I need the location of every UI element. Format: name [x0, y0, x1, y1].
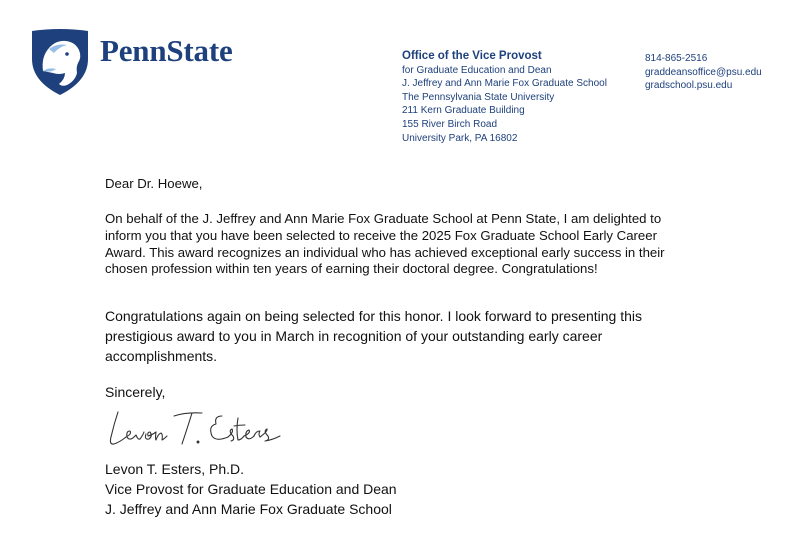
signature-block [105, 459, 397, 519]
signer-title: Vice Provost for Graduate Education and Dean [105, 481, 397, 497]
pennstate-wordmark: PennState [100, 33, 233, 68]
email-address: graddeansoffice@psu.edu [645, 66, 762, 78]
nittany-lion-shield-icon [29, 27, 91, 97]
body-paragraph-2 [105, 306, 765, 366]
signer-name: Levon T. Esters, Ph.D. [105, 461, 245, 477]
closing: Sincerely, [105, 384, 166, 400]
office-line: University Park, PA 16802 [402, 132, 518, 144]
body-paragraph-1 [105, 211, 755, 278]
paragraph-line: chosen profession within ten years of earning their doctoral degree. Congratulations! [105, 261, 598, 277]
contact-info [645, 52, 762, 93]
paragraph-line: Congratulations again on being selected for this honor. I look forward to presenting this [105, 308, 642, 324]
phone-number: 814-865-2516 [645, 53, 708, 64]
paragraph-line: inform you that you have been selected to receive the 2025 Fox Graduate School Early Career [105, 227, 657, 243]
paragraph-line: On behalf of the J. Jeffrey and Ann Marie Fox Graduate School at Penn State, I am delighted to [105, 211, 662, 226]
paragraph-line: prestigious award to you in March in recognition of your outstanding early career [105, 328, 603, 344]
office-line: 155 River Birch Road [402, 118, 498, 130]
website: gradschool.psu.edu [645, 80, 733, 92]
office-line: J. Jeffrey and Ann Marie Fox Graduate School [402, 78, 607, 90]
signer-school: J. Jeffrey and Ann Marie Fox Graduate School [105, 501, 392, 517]
salutation: Dear Dr. Hoewe, [105, 176, 203, 191]
office-line: for Graduate Education and Dean [402, 64, 552, 76]
paragraph-line: accomplishments. [105, 348, 218, 364]
paragraph-line: Award. This award recognizes an individual who has achieved exceptional early success in their [105, 244, 665, 260]
office-address [402, 50, 607, 145]
office-line: 211 Kern Graduate Building [402, 105, 525, 117]
office-title: Office of the Vice Provost [402, 50, 542, 62]
office-line: The Pennsylvania State University [402, 91, 555, 103]
handwritten-signature [104, 404, 289, 454]
